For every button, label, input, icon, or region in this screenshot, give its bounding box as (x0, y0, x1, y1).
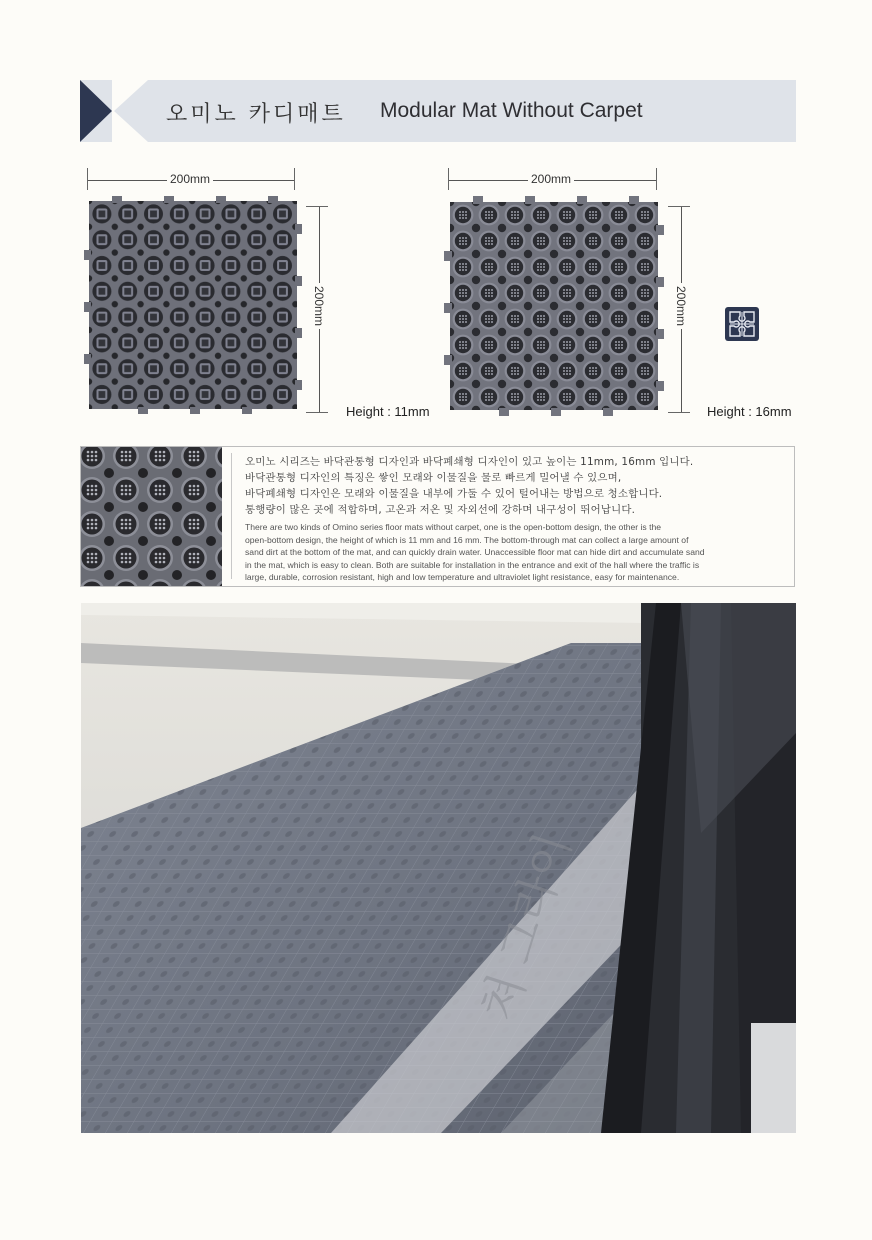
height-dimension-label: 200mm (312, 283, 326, 329)
dimension-tick (306, 412, 328, 413)
banner-notch (112, 80, 148, 142)
dimension-tick (87, 168, 88, 190)
description-korean-line: 바닥관통형 디자인의 특징은 쌓인 모래와 이물질을 물로 빠르게 밀어낼 수 있으며, (245, 472, 622, 484)
description-english-line: open-bottom design, the height of which is 11 mm and 16 mm. The bottom-through mat can collect a large amount of (245, 534, 689, 545)
description-english-line: large, durable, corrosion resistant, high and low temperature and ultraviolet light resistance, easy for maintenance. (245, 572, 680, 583)
thickness-label: Height : 16mm (707, 404, 792, 419)
width-dimension-label: 200mm (167, 172, 213, 186)
banner-arrow-mark (80, 80, 112, 142)
glass-logo-watermark: 쳐 그라이 (470, 826, 581, 1027)
description-english-line: sand dirt at the bottom of the mat, and can quickly drain water. Unaccessible floor mat can hide dirt and accumulate sand (245, 547, 705, 558)
description-english-line: in the mat, which is easy to clean. Both are suitable for installation in the entrance and exit of the hall where the traffic is (245, 559, 700, 570)
height-dimension-label: 200mm (674, 283, 688, 329)
dimension-tick (448, 168, 449, 190)
mat-tile-11mm-image (82, 194, 304, 416)
dimension-tick (294, 168, 295, 190)
description-english-line: There are two kinds of Omino series floor mats without carpet, one is the open-bottom design, the other is the (245, 522, 662, 532)
page-title-english: Modular Mat Without Carpet (380, 99, 643, 122)
description-panel (80, 446, 795, 587)
installation-photo (81, 603, 796, 1133)
description-korean-line: 통행량이 많은 곳에 적합하며, 고온과 저온 및 자외선에 강하며 내구성이 뛰어납니다. (245, 504, 636, 516)
dimension-tick (668, 412, 690, 413)
description-korean (245, 454, 795, 518)
dimension-tick (306, 206, 328, 207)
description-korean-line: 오미노 시리즈는 바닥관통형 디자인과 바닥폐쇄형 디자인이 있고 높이는 11mm, 16mm 입니다. (245, 456, 694, 468)
mat-closeup-photo (81, 447, 222, 586)
mat-tile-16mm-image (442, 194, 666, 418)
description-korean-line: 바닥폐쇄형 디자인은 모래와 이물질을 내부에 가둘 수 있어 털어내는 방법으로 청소합니다. (245, 488, 663, 500)
puzzle-icon (724, 306, 760, 342)
thickness-label: Height : 11mm (346, 404, 430, 419)
description-english (245, 521, 793, 584)
divider (231, 453, 232, 579)
dimension-tick (656, 168, 657, 190)
width-dimension-label: 200mm (528, 172, 574, 186)
dimension-tick (668, 206, 690, 207)
page-title-korean: 오미노 카디매트 (166, 102, 346, 127)
